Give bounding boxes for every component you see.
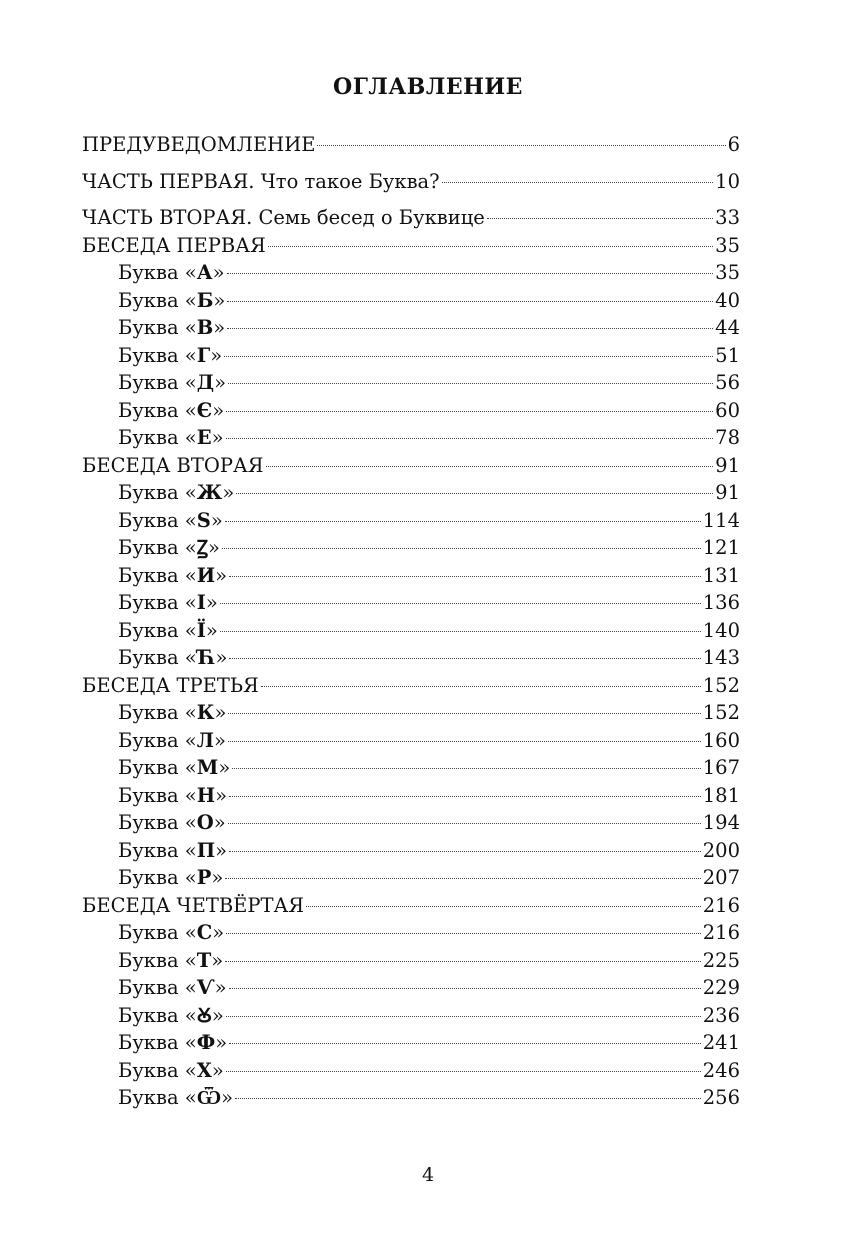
toc-entry-label bbox=[118, 314, 225, 342]
toc-section-entry bbox=[82, 672, 740, 700]
toc-entry-label bbox=[118, 782, 227, 810]
toc-entry-page: 33 bbox=[715, 206, 740, 229]
toc-entry-suffix: » bbox=[212, 398, 225, 422]
toc-entry-page: 121 bbox=[702, 536, 740, 559]
toc-entry-label bbox=[118, 754, 230, 782]
dot-leader bbox=[442, 182, 714, 183]
toc-entry-suffix: » bbox=[222, 481, 235, 504]
toc-entry-prefix: Буква « bbox=[118, 371, 197, 394]
toc-entry-letter: Н bbox=[196, 783, 216, 807]
dot-leader bbox=[228, 713, 700, 714]
toc-entry-page: 216 bbox=[702, 893, 740, 917]
toc-entry-label bbox=[118, 699, 226, 727]
toc-entry-page: 229 bbox=[702, 976, 740, 999]
toc-entry-letter: В bbox=[196, 316, 214, 339]
toc-entry-letter: Т bbox=[196, 948, 212, 972]
toc-letter-entry bbox=[82, 562, 740, 590]
dot-leader bbox=[229, 1043, 701, 1044]
toc-entry-label bbox=[118, 727, 226, 755]
toc-entry-label bbox=[118, 1002, 224, 1030]
toc-entry-page: 140 bbox=[702, 618, 740, 642]
toc-letter-entry bbox=[82, 919, 740, 947]
toc-letter-entry bbox=[82, 259, 740, 287]
toc-entry-label bbox=[118, 974, 227, 1002]
toc-entry-label bbox=[118, 259, 225, 287]
toc-entry-prefix: Буква « bbox=[118, 921, 197, 944]
toc-entry-prefix: Буква « bbox=[118, 976, 197, 999]
page-number: 4 bbox=[421, 1164, 435, 1186]
toc-entry-suffix: » bbox=[211, 426, 224, 449]
toc-entry-label bbox=[118, 534, 220, 562]
toc-entry-page: 207 bbox=[702, 866, 740, 889]
toc-entry-page: 56 bbox=[715, 371, 740, 394]
dot-leader bbox=[229, 851, 701, 852]
dot-leader bbox=[229, 988, 701, 989]
toc-entry-letter: Е bbox=[196, 426, 212, 449]
dot-leader bbox=[226, 411, 713, 412]
toc-entry-label: ПРЕДУВЕДОМЛЕНИЕ bbox=[82, 133, 316, 156]
toc-entry-page: 200 bbox=[702, 838, 740, 862]
toc-entry-suffix: » bbox=[215, 783, 228, 807]
dot-leader bbox=[235, 1098, 701, 1099]
table-of-contents bbox=[82, 131, 740, 1112]
toc-entry-label bbox=[118, 424, 224, 452]
toc-entry-page: 152 bbox=[702, 673, 740, 697]
toc-letter-entry bbox=[82, 534, 740, 562]
toc-entry-label bbox=[118, 864, 223, 892]
toc-entry-label bbox=[118, 1084, 233, 1112]
toc-entry-label bbox=[118, 1057, 224, 1085]
toc-entry-page: 236 bbox=[702, 1003, 740, 1027]
toc-entry-letter: Ѕ bbox=[196, 508, 211, 532]
toc-letter-entry bbox=[82, 1084, 740, 1112]
toc-letter-entry bbox=[82, 1002, 740, 1030]
toc-entry-prefix: Буква « bbox=[118, 398, 197, 422]
toc-entry-page: 78 bbox=[715, 426, 740, 449]
dot-leader bbox=[226, 1016, 701, 1017]
toc-entry-letter: Ꙁ bbox=[196, 536, 208, 559]
toc-entry-suffix: » bbox=[211, 948, 224, 972]
toc-entry-suffix: » bbox=[208, 536, 220, 559]
toc-entry-label bbox=[118, 919, 224, 947]
dot-leader bbox=[317, 145, 725, 146]
toc-entry-label bbox=[118, 342, 222, 370]
toc-entry-label bbox=[118, 397, 224, 425]
toc-entry-label: БЕСЕДА ЧЕТВЁРТАЯ bbox=[82, 893, 305, 917]
toc-letter-entry bbox=[82, 699, 740, 727]
toc-entry-letter: Р bbox=[196, 866, 212, 889]
toc-entry-prefix: Буква « bbox=[118, 756, 197, 779]
dot-leader bbox=[232, 768, 701, 769]
toc-entry-prefix: Буква « bbox=[118, 618, 197, 642]
toc-entry-suffix: » bbox=[211, 1003, 224, 1027]
dot-leader bbox=[268, 246, 713, 247]
dot-leader bbox=[225, 521, 701, 522]
toc-entry-prefix: Буква « bbox=[118, 866, 197, 889]
toc-entry-prefix: Буква « bbox=[118, 1086, 197, 1109]
toc-entry-suffix: » bbox=[215, 1031, 228, 1054]
toc-letter-entry bbox=[82, 727, 740, 755]
toc-entry-suffix: » bbox=[215, 563, 228, 587]
dot-leader bbox=[226, 933, 701, 934]
toc-letter-entry bbox=[82, 479, 740, 507]
toc-entry-label: БЕСЕДА ПЕРВАЯ bbox=[82, 233, 266, 257]
toc-entry-label bbox=[118, 1029, 227, 1057]
toc-entry-suffix: » bbox=[210, 343, 223, 367]
toc-entry-suffix: » bbox=[215, 838, 228, 862]
toc-entry-label: ЧАСТЬ ВТОРАЯ. Семь бесед о Буквице bbox=[82, 206, 485, 229]
page-title: ОГЛАВЛЕНИЕ bbox=[333, 74, 523, 100]
toc-letter-entry bbox=[82, 974, 740, 1002]
toc-entry-letter: И bbox=[196, 563, 216, 587]
toc-entry-label bbox=[118, 947, 223, 975]
toc-section-entry bbox=[82, 452, 740, 480]
toc-entry-prefix: Буква « bbox=[118, 646, 197, 669]
toc-entry-letter: Є bbox=[196, 398, 213, 422]
toc-letter-entry bbox=[82, 507, 740, 535]
toc-entry-prefix: Буква « bbox=[118, 316, 197, 339]
toc-entry-prefix: Буква « bbox=[118, 1031, 197, 1054]
toc-entry-suffix: » bbox=[211, 866, 224, 889]
toc-entry-prefix: Буква « bbox=[118, 1003, 197, 1027]
toc-entry-prefix: Буква « bbox=[118, 811, 197, 834]
toc-entry-letter: С bbox=[196, 921, 213, 944]
toc-section-entry bbox=[82, 204, 740, 232]
dot-leader bbox=[229, 658, 700, 659]
toc-entry-letter: А bbox=[196, 261, 213, 284]
toc-entry-label bbox=[118, 617, 218, 645]
toc-section-entry bbox=[82, 232, 740, 260]
dot-leader bbox=[228, 741, 701, 742]
toc-letter-entry bbox=[82, 1029, 740, 1057]
toc-entry-letter: Л bbox=[196, 728, 214, 752]
toc-entry-letter: Ф bbox=[196, 1031, 216, 1054]
toc-entry-page: 246 bbox=[702, 1058, 740, 1082]
toc-entry-page: 131 bbox=[702, 563, 740, 587]
toc-entry-suffix: » bbox=[213, 811, 226, 834]
toc-letter-entry bbox=[82, 617, 740, 645]
toc-section-entry bbox=[82, 131, 740, 159]
toc-letter-entry bbox=[82, 369, 740, 397]
toc-entry-label bbox=[118, 644, 227, 672]
toc-entry-letter: Ꙋ bbox=[196, 1003, 212, 1027]
toc-entry-label bbox=[118, 809, 226, 837]
toc-letter-entry bbox=[82, 1057, 740, 1085]
toc-entry-letter: Г bbox=[196, 343, 211, 367]
toc-entry-page: 91 bbox=[715, 453, 740, 477]
dot-leader bbox=[224, 356, 713, 357]
toc-entry-letter: Ћ bbox=[196, 646, 216, 669]
toc-entry-page: 51 bbox=[715, 343, 740, 367]
dot-leader bbox=[228, 823, 701, 824]
toc-section-entry bbox=[82, 168, 740, 196]
dot-leader bbox=[227, 273, 714, 274]
toc-entry-page: 35 bbox=[715, 233, 740, 257]
toc-entry-letter: І bbox=[196, 591, 206, 614]
toc-entry-page: 152 bbox=[702, 701, 740, 724]
toc-entry-suffix: » bbox=[210, 508, 223, 532]
toc-entry-page: 143 bbox=[702, 646, 740, 669]
toc-entry-page: 216 bbox=[702, 921, 740, 944]
toc-entry-prefix: Буква « bbox=[118, 1058, 197, 1082]
dot-leader bbox=[228, 383, 713, 384]
toc-entry-prefix: Буква « bbox=[118, 261, 197, 284]
toc-letter-entry bbox=[82, 314, 740, 342]
dot-leader bbox=[226, 1071, 701, 1072]
toc-entry-letter: Ѿ bbox=[196, 1086, 222, 1109]
toc-entry-suffix: » bbox=[213, 288, 226, 312]
dot-leader bbox=[226, 438, 714, 439]
toc-entry-label bbox=[118, 479, 234, 507]
toc-entry-letter: М bbox=[196, 756, 219, 779]
toc-entry-suffix: » bbox=[213, 316, 226, 339]
toc-entry-page: 114 bbox=[702, 508, 740, 532]
dot-leader bbox=[229, 576, 701, 577]
dot-leader bbox=[229, 796, 701, 797]
toc-entry-page: 241 bbox=[702, 1031, 740, 1054]
toc-entry-letter: Б bbox=[196, 288, 214, 312]
dot-leader bbox=[227, 328, 713, 329]
toc-entry-prefix: Буква « bbox=[118, 728, 197, 752]
toc-entry-page: 194 bbox=[702, 811, 740, 834]
toc-entry-page: 136 bbox=[702, 591, 740, 614]
toc-entry-prefix: Буква « bbox=[118, 701, 197, 724]
toc-entry-page: 35 bbox=[715, 261, 740, 284]
toc-entry-page: 256 bbox=[702, 1086, 740, 1109]
toc-letter-entry bbox=[82, 837, 740, 865]
toc-entry-suffix: » bbox=[218, 756, 231, 779]
toc-letter-entry bbox=[82, 947, 740, 975]
toc-entry-label: БЕСЕДА ВТОРАЯ bbox=[82, 453, 264, 477]
toc-entry-suffix: » bbox=[214, 701, 227, 724]
dot-leader bbox=[261, 686, 701, 687]
toc-entry-page: 6 bbox=[727, 133, 740, 156]
toc-entry-suffix: » bbox=[211, 1058, 224, 1082]
toc-entry-suffix: » bbox=[212, 921, 225, 944]
dot-leader bbox=[220, 631, 701, 632]
toc-entry-prefix: Буква « bbox=[118, 288, 197, 312]
toc-entry-label: БЕСЕДА ТРЕТЬЯ bbox=[82, 673, 259, 697]
toc-entry-prefix: Буква « bbox=[118, 508, 197, 532]
dot-leader bbox=[222, 548, 701, 549]
toc-letter-entry bbox=[82, 644, 740, 672]
toc-entry-suffix: » bbox=[214, 976, 227, 999]
toc-letter-entry bbox=[82, 754, 740, 782]
dot-leader bbox=[220, 603, 701, 604]
toc-entry-letter: Д bbox=[196, 371, 215, 394]
toc-letter-entry bbox=[82, 782, 740, 810]
toc-entry-suffix: » bbox=[212, 261, 225, 284]
toc-entry-letter: Ж bbox=[196, 481, 223, 504]
toc-section-entry bbox=[82, 892, 740, 920]
dot-leader bbox=[236, 493, 713, 494]
toc-entry-label bbox=[118, 287, 225, 315]
toc-entry-page: 60 bbox=[715, 398, 740, 422]
toc-entry-page: 10 bbox=[715, 169, 740, 193]
toc-letter-entry bbox=[82, 287, 740, 315]
toc-entry-letter: Х bbox=[196, 1058, 212, 1082]
toc-entry-letter: О bbox=[196, 811, 214, 834]
toc-entry-prefix: Буква « bbox=[118, 948, 197, 972]
toc-entry-label bbox=[118, 837, 227, 865]
toc-entry-suffix: » bbox=[213, 728, 226, 752]
toc-entry-letter: Ѵ bbox=[196, 976, 215, 999]
toc-letter-entry bbox=[82, 424, 740, 452]
toc-entry-prefix: Буква « bbox=[118, 481, 197, 504]
toc-entry-label bbox=[118, 507, 223, 535]
toc-letter-entry bbox=[82, 864, 740, 892]
dot-leader bbox=[487, 218, 713, 219]
toc-entry-page: 44 bbox=[715, 316, 740, 339]
toc-entry-prefix: Буква « bbox=[118, 838, 197, 862]
toc-entry-suffix: » bbox=[214, 371, 227, 394]
toc-letter-entry bbox=[82, 809, 740, 837]
toc-letter-entry bbox=[82, 397, 740, 425]
toc-entry-prefix: Буква « bbox=[118, 783, 197, 807]
toc-entry-suffix: » bbox=[205, 591, 218, 614]
toc-entry-prefix: Буква « bbox=[118, 426, 197, 449]
toc-entry-page: 167 bbox=[702, 756, 740, 779]
toc-letter-entry bbox=[82, 589, 740, 617]
dot-leader bbox=[306, 906, 701, 907]
toc-entry-suffix: » bbox=[215, 646, 228, 669]
toc-entry-label bbox=[118, 369, 226, 397]
toc-entry-label: ЧАСТЬ ПЕРВАЯ. Что такое Буква? bbox=[82, 169, 440, 193]
dot-leader bbox=[225, 878, 700, 879]
toc-entry-page: 225 bbox=[702, 948, 740, 972]
toc-entry-letter: Ї bbox=[196, 618, 206, 642]
toc-entry-prefix: Буква « bbox=[118, 536, 197, 559]
toc-entry-page: 181 bbox=[702, 783, 740, 807]
dot-leader bbox=[266, 466, 714, 467]
dot-leader bbox=[225, 961, 701, 962]
toc-entry-page: 160 bbox=[702, 728, 740, 752]
toc-entry-label bbox=[118, 562, 227, 590]
toc-entry-prefix: Буква « bbox=[118, 563, 197, 587]
toc-entry-page: 40 bbox=[715, 288, 740, 312]
toc-entry-prefix: Буква « bbox=[118, 591, 197, 614]
toc-entry-letter: К bbox=[196, 701, 215, 724]
toc-entry-suffix: » bbox=[205, 618, 218, 642]
toc-entry-letter: П bbox=[196, 838, 216, 862]
toc-letter-entry bbox=[82, 342, 740, 370]
toc-entry-suffix: » bbox=[221, 1086, 234, 1109]
toc-entry-page: 91 bbox=[715, 481, 740, 504]
dot-leader bbox=[227, 301, 713, 302]
toc-entry-prefix: Буква « bbox=[118, 343, 197, 367]
toc-entry-label bbox=[118, 589, 218, 617]
